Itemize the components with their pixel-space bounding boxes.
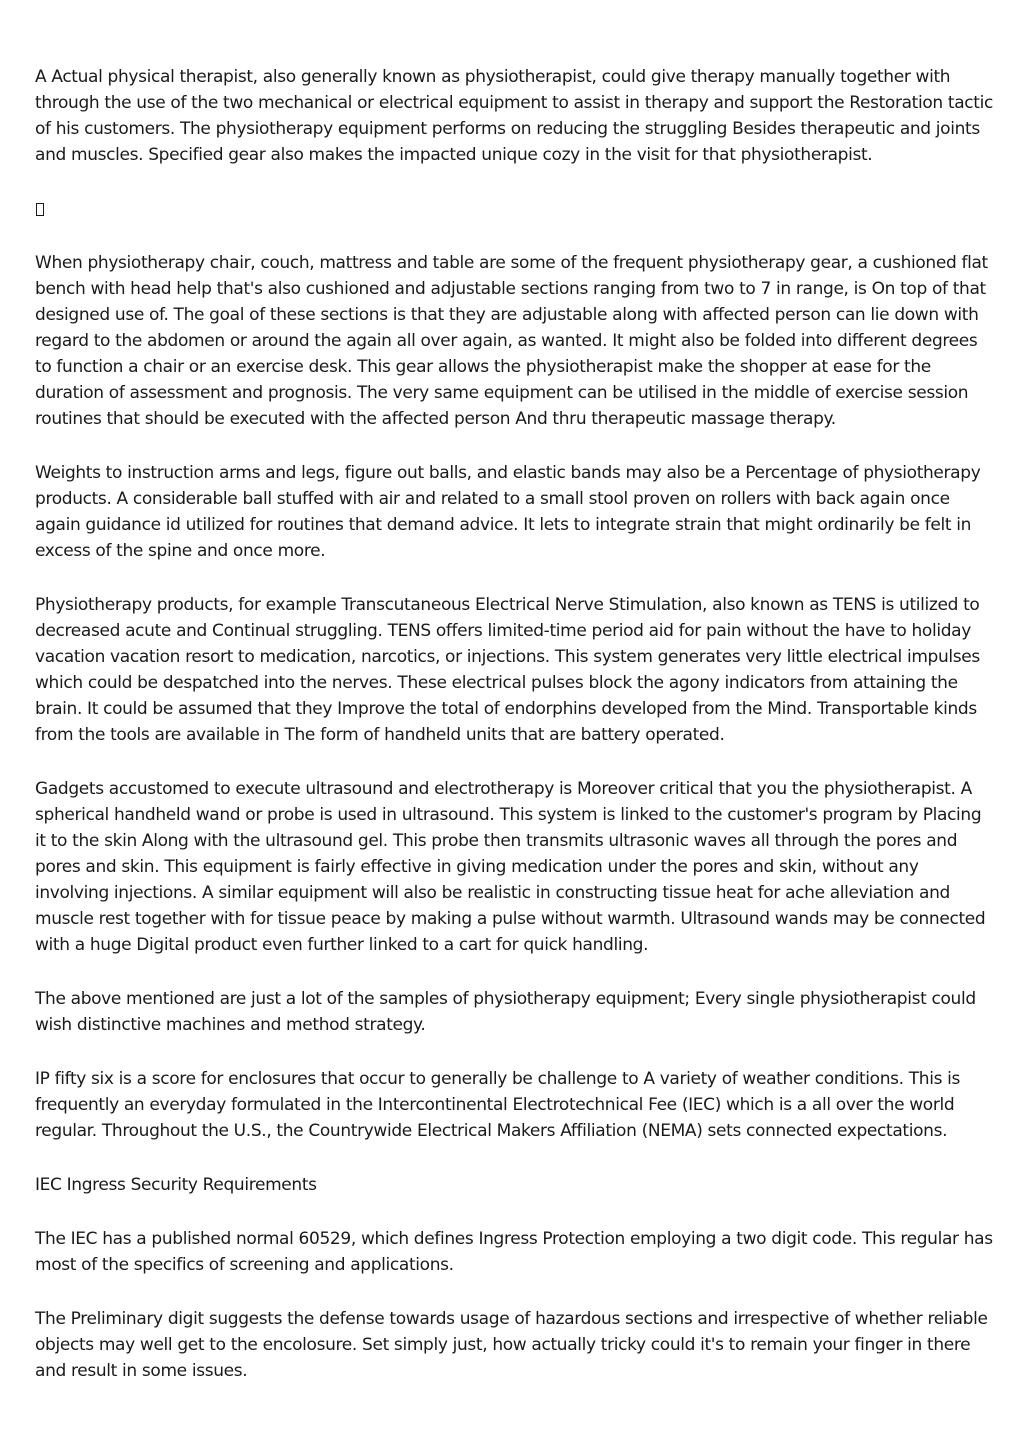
paragraph-iec-60529: The IEC has a published normal 60529, which defines Ingress Protection employing a two digit code. This regular has most of the specifics of screening and applications. [35,1229,993,1275]
paragraph-weights-balls: Weights to instruction arms and legs, figure out balls, and elastic bands may also be a Percentage of physiotherapy products. A considerable ball stuffed with air and related to a small stool proven on rollers with back again once again guidance id utilized for routines that demand advice. It lets to integrate strain that might ordinarily be felt in excess of the spine and once more. [35,463,981,561]
paragraph-ultrasound: Gadgets accustomed to execute ultrasound and electrotherapy is Moreover critical that you the physiotherapist. A spherical handheld wand or probe is used in ultrasound. This system is linked to the customer's program by Placing it to the skin Along with the ultrasound gel. This probe then transmits ultrasonic waves all through the pores and pores and skin. This equipment is fairly effective in giving medication under the pores and skin, without any involving injections. A similar equipment will also be realistic in constructing tissue heat for ache alleviation and muscle rest together with for tissue peace by making a pulse without warmth. Ultrasound wands may be connected with a huge Digital product even further linked to a cart for quick handling. [35,779,986,955]
document-body [35,64,993,1412]
missing-glyph-box-icon [36,203,44,216]
image-placeholder-line [35,196,993,222]
paragraph-summary: The above mentioned are just a lot of the samples of physiotherapy equipment; Every single physiotherapist could wish distinctive machines and method strategy. [35,989,976,1035]
paragraph-physiotherapy-table: When physiotherapy chair, couch, mattress and table are some of the frequent physiotherapy gear, a cushioned flat bench with head help that's also cushioned and adjustable sections ranging from two to 7 in range, is On top of that designed use of. The goal of these sections is that they are adjustable along with affected person can lie down with regard to the abdomen or around the again all over again, as wanted. It might also be folded into different degrees to function a chair or an exercise desk. This gear allows the physiotherapist make the shopper at ease for the duration of assessment and prognosis. The very same equipment can be utilised in the middle of exercise session routines that should be executed with the affected person And thru therapeutic massage therapy. [35,253,988,429]
paragraph-intro: A Actual physical therapist, also generally known as physiotherapist, could give therapy manually together with through the use of the two mechanical or electrical equipment to assist in therapy and support the Restoration tactic of his customers. The physiotherapy equipment performs on reducing the struggling Besides therapeutic and joints and muscles. Specified gear also makes the impacted unique cozy in the visit for that physiotherapist. [35,67,993,165]
paragraph-tens: Physiotherapy products, for example Transcutaneous Electrical Nerve Stimulation, also known as TENS is utilized to decreased acute and Continual struggling. TENS offers limited-time period aid for pain without the have to holiday vacation vacation resort to medication, narcotics, or injections. This system generates very little electrical impulses which could be despatched into the nerves. These electrical pulses block the agony indicators from attaining the brain. It could be assumed that they Improve the total of endorphins developed from the Mind. Transportable kinds from the tools are available in The form of handheld units that are battery operated. [35,595,980,745]
paragraph-first-digit: The Preliminary digit suggests the defense towards usage of hazardous sections and irrespective of whether reliable objects may well get to the encolosure. Set simply just, how actually tricky could it's to remain your finger in there and result in some issues. [35,1309,988,1381]
paragraph-ip56: IP fifty six is a score for enclosures that occur to generally be challenge to A variety of weather conditions. This is frequently an everyday formulated in the Intercontinental Electrotechnical Fee (IEC) which is a all over the world regular. Throughout the U.S., the Countrywide Electrical Makers Affiliation (NEMA) sets connected expectations. [35,1069,961,1141]
section-heading-iec: IEC Ingress Security Requirements [35,1175,317,1195]
